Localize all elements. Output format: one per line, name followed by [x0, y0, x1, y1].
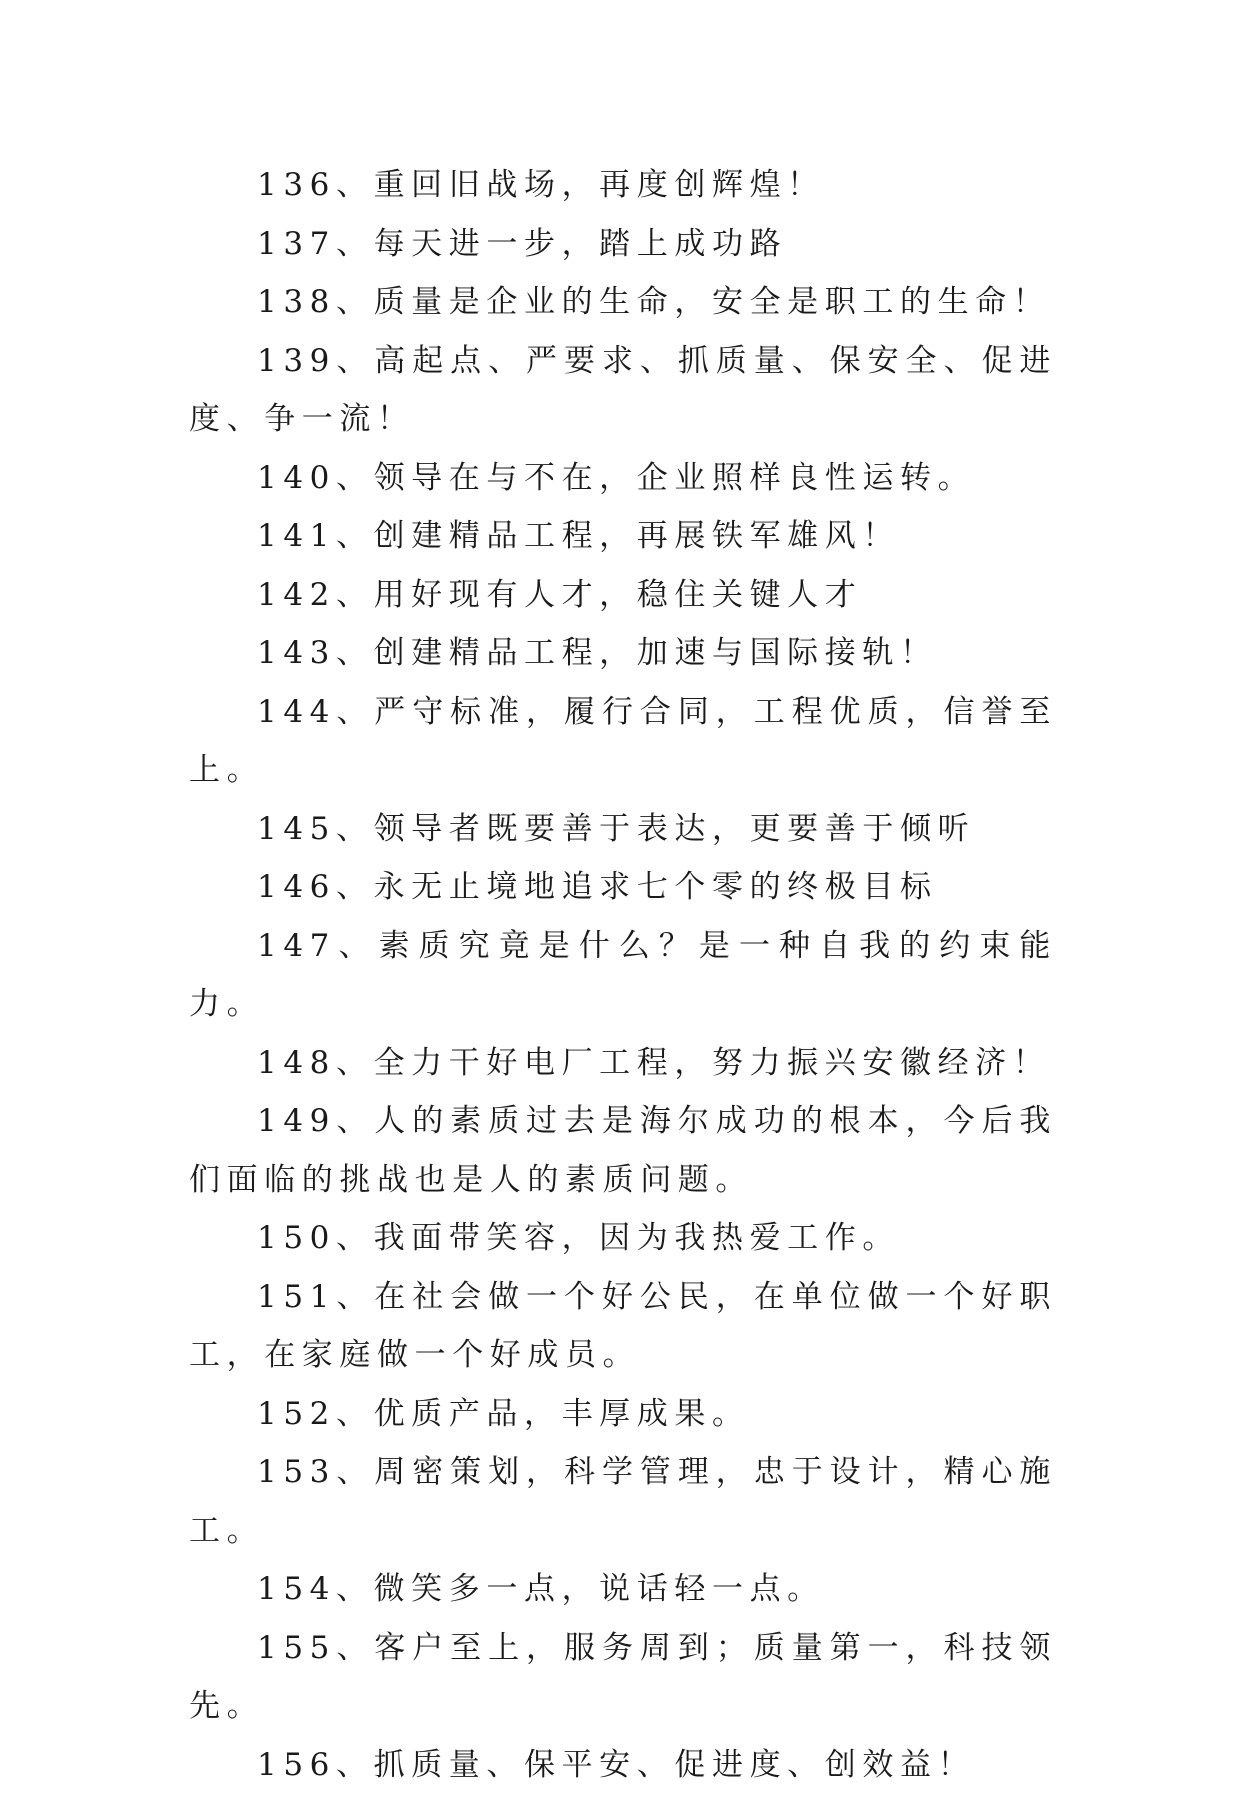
slogan-paragraph-139: 139、高起点、严要求、抓质量、保安全、促进度、争一流！ — [189, 332, 1057, 449]
document-body — [189, 156, 1057, 1794]
slogan-paragraph-146: 146、永无止境地追求七个零的终极目标 — [189, 858, 1057, 917]
slogan-paragraph-140: 140、领导在与不在，企业照样良性运转。 — [189, 449, 1057, 508]
slogan-paragraph-141: 141、创建精品工程，再展铁军雄风！ — [189, 507, 1057, 566]
slogan-paragraph-149: 149、人的素质过去是海尔成功的根本，今后我们面临的挑战也是人的素质问题。 — [189, 1092, 1057, 1209]
slogan-paragraph-142: 142、用好现有人才，稳住关键人才 — [189, 566, 1057, 625]
slogan-paragraph-144: 144、严守标准，履行合同，工程优质，信誉至上。 — [189, 683, 1057, 800]
slogan-paragraph-148: 148、全力干好电厂工程，努力振兴安徽经济！ — [189, 1034, 1057, 1093]
slogan-paragraph-147: 147、素质究竟是什么？是一种自我的约束能力。 — [189, 917, 1057, 1034]
slogan-paragraph-136: 136、重回旧战场，再度创辉煌！ — [189, 156, 1057, 215]
slogan-paragraph-138: 138、质量是企业的生命，安全是职工的生命！ — [189, 273, 1057, 332]
slogan-paragraph-143: 143、创建精品工程，加速与国际接轨！ — [189, 624, 1057, 683]
slogan-paragraph-151: 151、在社会做一个好公民，在单位做一个好职工，在家庭做一个好成员。 — [189, 1268, 1057, 1385]
slogan-paragraph-150: 150、我面带笑容，因为我热爱工作。 — [189, 1209, 1057, 1268]
slogan-paragraph-156: 156、抓质量、保平安、促进度、创效益！ — [189, 1736, 1057, 1794]
slogan-paragraph-154: 154、微笑多一点，说话轻一点。 — [189, 1560, 1057, 1619]
slogan-paragraph-137: 137、每天进一步，踏上成功路 — [189, 215, 1057, 274]
slogan-paragraph-152: 152、优质产品，丰厚成果。 — [189, 1385, 1057, 1444]
slogan-paragraph-155: 155、客户至上，服务周到；质量第一，科技领先。 — [189, 1619, 1057, 1736]
slogan-paragraph-145: 145、领导者既要善于表达，更要善于倾听 — [189, 800, 1057, 859]
slogan-paragraph-153: 153、周密策划，科学管理，忠于设计，精心施工。 — [189, 1443, 1057, 1560]
